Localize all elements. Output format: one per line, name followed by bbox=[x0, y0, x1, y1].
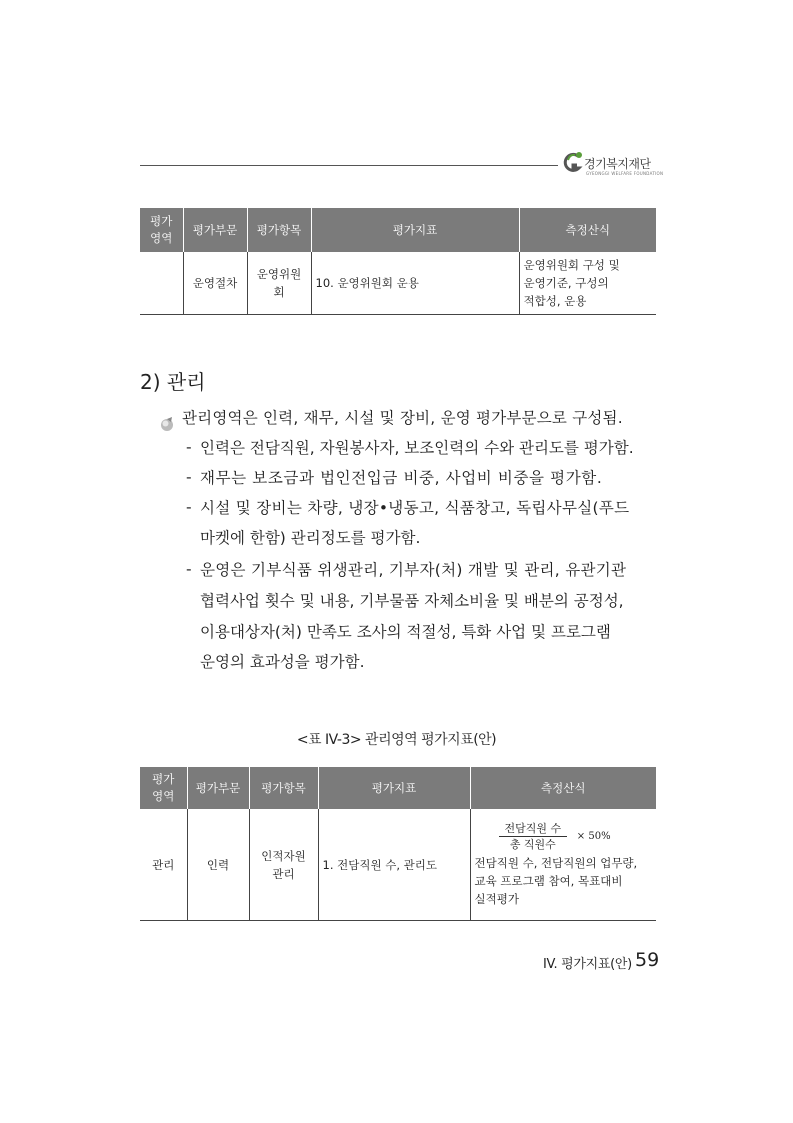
item-3-line-2: 마켓에 한함) 관리정도를 평가함. bbox=[200, 529, 421, 547]
item-3-line-1: 시설 및 장비는 차량, 냉장•냉동고, 식품창고, 독립사무실(푸드 bbox=[200, 499, 630, 517]
formula-numerator: 전담직원 수 bbox=[499, 821, 568, 837]
cell-indicator: 10. 운영위원회 운용 bbox=[311, 252, 519, 315]
col-header-area: 평가 영역 bbox=[140, 208, 183, 252]
cell-part: 운영절차 bbox=[183, 252, 247, 315]
col-header-formula: 측정산식 bbox=[470, 767, 656, 809]
cell-formula: 운영위원회 구성 및 운영기준, 구성의 적합성, 운용 bbox=[519, 252, 656, 315]
management-evaluation-table bbox=[140, 767, 656, 921]
org-logo bbox=[562, 150, 662, 180]
table-header-row bbox=[140, 208, 656, 252]
formula-multiplier: × 50% bbox=[576, 830, 611, 842]
header-rule bbox=[140, 165, 558, 166]
col-header-part: 평가부문 bbox=[187, 767, 249, 809]
col-header-part: 평가부문 bbox=[183, 208, 247, 252]
cell-item: 운영위원회 bbox=[247, 252, 311, 315]
item-4-line-2: 협력사업 횟수 및 내용, 기부물품 자체소비율 및 배분의 공정성, bbox=[200, 592, 624, 610]
formula-ratio bbox=[475, 821, 653, 852]
dash-2: - bbox=[186, 468, 192, 486]
cell-formula bbox=[470, 809, 656, 921]
section-title: 2) 관리 bbox=[140, 370, 206, 394]
foundation-logo-icon bbox=[562, 150, 584, 176]
table-row bbox=[140, 252, 656, 315]
col-header-item: 평가항목 bbox=[247, 208, 311, 252]
item-4-line-4: 운영의 효과성을 평가함. bbox=[200, 653, 365, 671]
item-4-line-1: 운영은 기부식품 위생관리, 기부자(처) 개발 및 관리, 유관기관 bbox=[200, 561, 627, 579]
formula-denominator: 총 직원수 bbox=[509, 838, 556, 851]
table-caption: <표 IV-3> 관리영역 평가지표(안) bbox=[296, 732, 497, 748]
col-header-formula: 측정산식 bbox=[519, 208, 656, 252]
col-header-indicator: 평가지표 bbox=[311, 208, 519, 252]
bullet-text: 관리영역은 인력, 재무, 시설 및 장비, 운영 평가부문으로 구성됨. bbox=[182, 409, 623, 427]
formula-description: 전담직원 수, 전담직원의 업무량, 교육 프로그램 참여, 목표대비 실적평가 bbox=[474, 856, 638, 906]
item-2-line-1: 재무는 보조금과 법인전입금 비중, 사업비 비중을 평가함. bbox=[200, 469, 603, 487]
cell-area: 관리 bbox=[140, 809, 187, 921]
table-header-row bbox=[140, 767, 656, 809]
col-header-area: 평가 영역 bbox=[140, 767, 187, 809]
bullet-icon bbox=[159, 416, 175, 432]
table-row bbox=[140, 809, 656, 921]
dash-4: - bbox=[186, 560, 192, 578]
dash-3: - bbox=[186, 498, 192, 516]
footer-section-label: IV. 평가지표(안) bbox=[543, 957, 632, 972]
cell-part: 인력 bbox=[187, 809, 249, 921]
col-header-item: 평가항목 bbox=[249, 767, 318, 809]
item-4-line-3: 이용대상자(처) 만족도 조사의 적절성, 특화 사업 및 프로그램 bbox=[200, 623, 611, 641]
org-name: 경기복지재단 bbox=[584, 157, 651, 171]
page-number: 59 bbox=[635, 949, 660, 971]
cell-item: 인적자원 관리 bbox=[249, 809, 318, 921]
item-1-line-1: 인력은 전담직원, 자원봉사자, 보조인력의 수와 관리도를 평가함. bbox=[200, 439, 634, 457]
formula-fraction bbox=[499, 821, 568, 852]
cell-indicator: 1. 전담직원 수, 관리도 bbox=[318, 809, 470, 921]
evaluation-table-top bbox=[140, 208, 656, 315]
org-subtitle: GYEONGGI WELFARE FOUNDATION bbox=[586, 171, 664, 176]
cell-area bbox=[140, 252, 183, 315]
col-header-indicator: 평가지표 bbox=[318, 767, 470, 809]
dash-1: - bbox=[186, 438, 192, 456]
